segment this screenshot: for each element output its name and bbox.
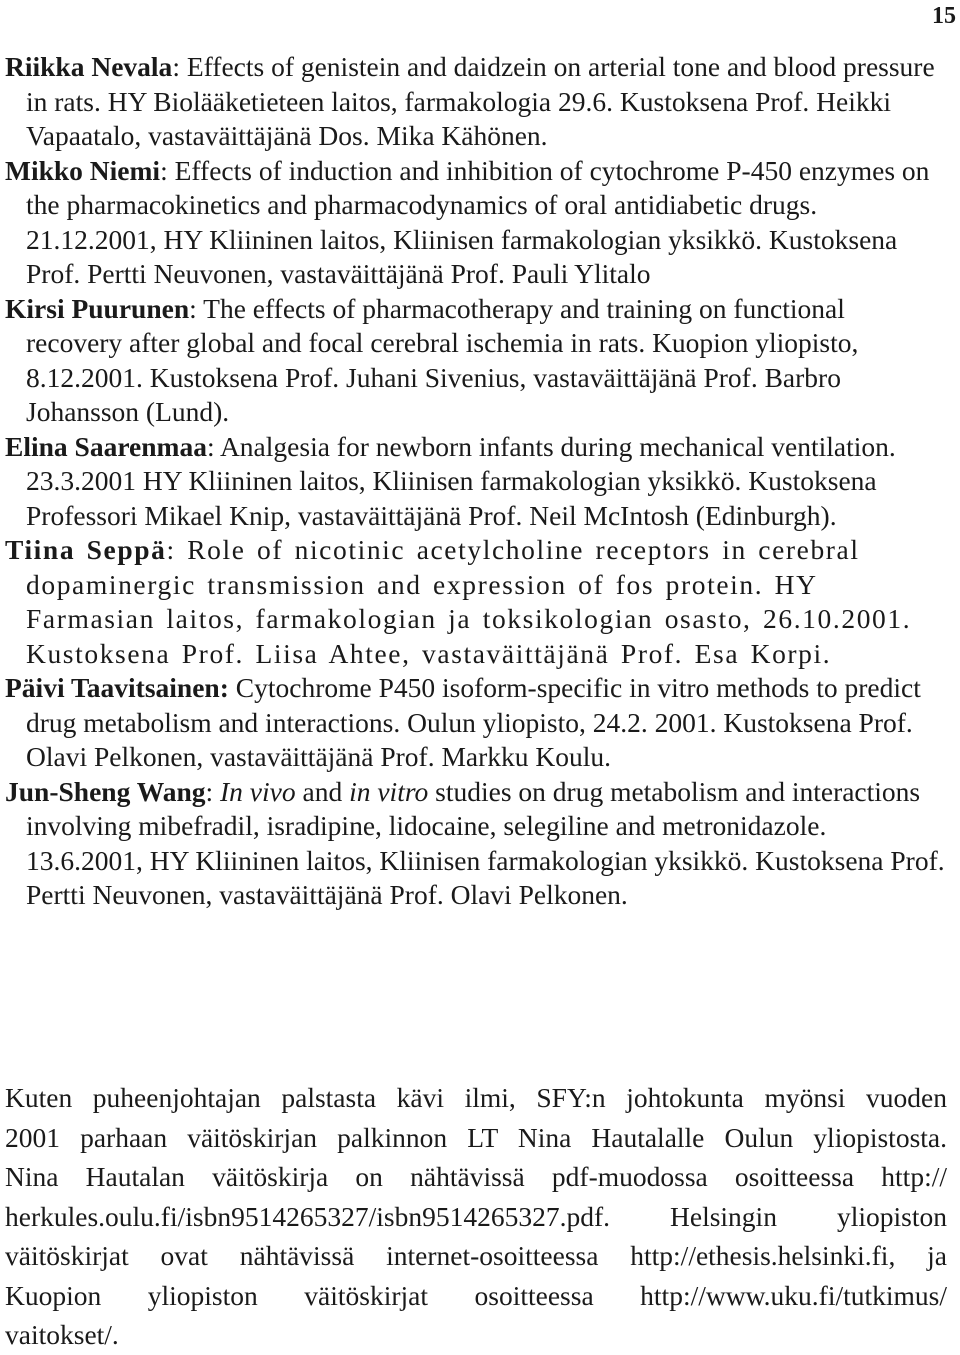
author-name: Riikka Nevala <box>5 51 173 82</box>
entry-italic-term: In vivo <box>220 775 296 807</box>
entry-text: and <box>295 775 350 807</box>
dissertation-entry <box>5 533 947 671</box>
page-number: 15 <box>932 3 956 29</box>
entry-text: : Effects of genistein and daidzein on arterial tone and blood pressure in rats. HY Biolääketieteen laitos, farmakologia 29.6. Kustoksena Prof. Heikki Vapaatalo, vastaväittäjänä Dos. Mika Kähönen. <box>26 51 935 151</box>
dissertation-entry <box>5 775 947 913</box>
entry-text: : Role of nicotinic acetylcholine receptors in cerebral dopaminergic transmission and expression of fos protein. HY Farmasian laitos, farmakologian ja toksikologian osasto, 26.10.2001. Kustoksena Prof. Liisa Ahtee, vastaväittäjänä Prof. Esa Korpi. <box>26 534 912 669</box>
entry-text: : The effects of pharmacotherapy and training on functional recovery after global and focal cerebral ischemia in rats. Kuopion yliopisto, 8.12.2001. Kustoksena Prof. Juhani Sivenius, vastaväittäjänä Prof. Barbro Johansson (Lund). <box>26 292 859 427</box>
dissertation-entry <box>5 292 947 430</box>
closing-line: herkules.oulu.fi/isbn9514265327/isbn9514265327.pdf. Helsingin yliopiston <box>5 1200 947 1232</box>
entry-text: : Effects of induction and inhibition of cytochrome P-450 enzymes on the pharmacokinetics and pharmacodynamics of oral antidiabetic drugs. 21.12.2001, HY Kliininen laitos, Kliinisen farmakologian yksikkö. Kustoksena Prof. Pertti Neuvonen, vastaväittäjänä Prof. Pauli Ylitalo <box>26 154 930 289</box>
entry-text: studies on drug metabolism and interactions involving mibefradil, isradipine, lidocaine, selegiline and metronidazole. 13.6.2001, HY Kliininen laitos, Kliinisen farmakologian yksikkö. Kustoksena Prof. Pertti Neuvonen, vastaväittäjänä Prof. Olavi Pelkonen. <box>26 775 945 910</box>
closing-line: Nina Hautalan väitöskirja on nähtävissä pdf-muodossa osoitteessa http:// <box>5 1161 947 1192</box>
closing-line: vaitokset/. <box>5 1319 119 1350</box>
entry-italic-term: in vitro <box>349 775 429 807</box>
dissertation-entry <box>5 154 947 292</box>
entry-text: : Analgesia for newborn infants during mechanical ventilation. 23.3.2001 HY Kliininen laitos, Kliinisen farmakologian yksikkö. Kustoksena Professori Mikael Knip, vastaväittäjänä Prof. Neil McIntosh (Edinburgh). <box>26 430 896 531</box>
closing-line: Kuopion yliopiston väitöskirjat osoitteessa http://www.uku.fi/tutkimus/ <box>5 1279 947 1311</box>
dissertation-entry <box>5 671 947 775</box>
author-name: Kirsi Puurunen <box>5 292 190 324</box>
closing-line: Kuten puheenjohtajan palstasta kävi ilmi, SFY:n johtokunta myönsi vuoden <box>5 1082 947 1113</box>
entry-text: Cytochrome P450 isoform-specific in vitro methods to predict drug metabolism and interactions. Oulun yliopisto, 24.2. 2001. Kustoksena Prof. Olavi Pelkonen, vastaväittäjänä Prof. Markku Koulu. <box>26 672 921 772</box>
author-name: Mikko Niemi <box>5 154 161 186</box>
dissertation-list <box>5 50 947 913</box>
author-name: Tiina Seppä <box>5 534 167 565</box>
dissertation-entry <box>5 430 947 534</box>
closing-paragraph <box>5 1078 947 1355</box>
entry-separator: : <box>205 775 221 807</box>
closing-line: väitöskirjat ovat nähtävissä internet-osoitteessa http://ethesis.helsinki.fi, ja <box>5 1240 947 1271</box>
closing-line: 2001 parhaan väitöskirjan palkinnon LT Nina Hautalalle Oulun yliopistosta. <box>5 1121 947 1153</box>
author-name: Elina Saarenmaa <box>5 430 207 462</box>
dissertation-entry <box>5 50 947 154</box>
author-name: Päivi Taavitsainen: <box>5 672 229 703</box>
author-name: Jun-Sheng Wang <box>5 775 206 807</box>
